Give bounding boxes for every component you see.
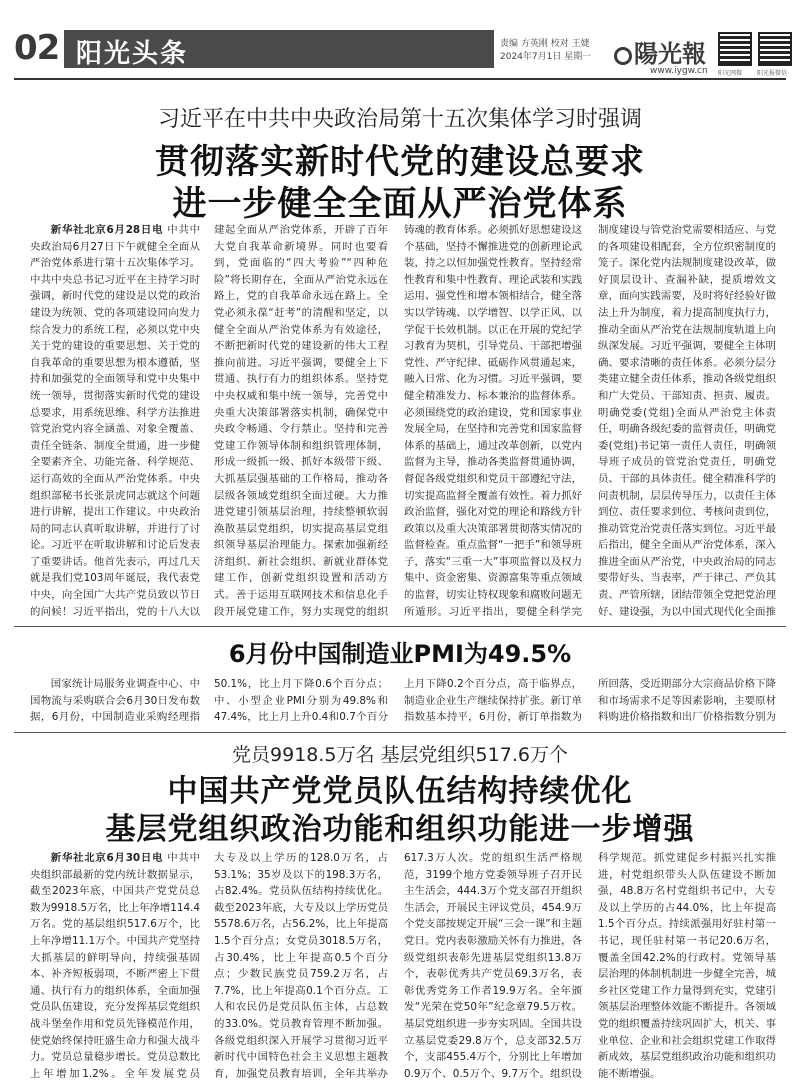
article1-column-3 — [404, 222, 582, 620]
article3-kicker: 党员9918.5万名 基层党组织517.6万个 — [232, 744, 568, 766]
article2-text-4: 所回落，受近期部分大宗商品价格下降和市场需求不足等因素影响，主要原材料购进价格指数和出厂价格指数分别为 — [598, 678, 776, 724]
article2-column-2 — [214, 676, 388, 726]
masthead — [0, 0, 800, 82]
article2-text-3: 上月下降0.2个百分点，高于临界点，制造业企业生产继续保持扩张。新订单指数基本持平，6月份，新订单指数为 — [404, 678, 582, 724]
article1-column-2 — [214, 222, 388, 620]
article1-headline-line1: 贯彻落实新时代党的建设总要求 — [155, 142, 645, 182]
article2-text-2: 50.1%，比上月下降0.6个百分点；中、小型企业PMI分别为49.8%和47.4%，比上月上升0.4和0.7个百分 — [214, 678, 388, 724]
editor-credits: 责编 方英刚 校对 王婕 — [500, 39, 590, 49]
issue-date: 2024年7月1日 星期一 — [500, 52, 592, 62]
article3-headline-line2: 基层党组织政治功能和组织功能进一步增强 — [105, 812, 695, 847]
section-title: 阳光头条 — [76, 39, 189, 69]
article3-headline-line1: 中国共产党党员队伍结构持续优化 — [167, 774, 633, 809]
article3-text-1: 中共中央组织部最新的党内统计数据显示，截至2023年底，中国共产党党员总数为9918.5万名，比上年净增114.4万名。党的基层组织517.6万个，比上年净增11.1万个。中国共产党坚持大抓基层的鲜明导向，持续强基固本、补齐短板弱项，不断严密上下贯通、执行有力的组织体系，全面加强党员队伍建设，充分发挥基层党组织战斗堡垒作用和党员先锋模范作用，使党始终保持旺盛生命力和强大战斗力。党员总量稳步增长。党员总数比上年增加1.2%。全年发展党员 — [30, 852, 200, 1080]
section-divider — [14, 732, 786, 733]
article3-column-2 — [214, 850, 388, 1082]
masthead-rule — [14, 78, 786, 80]
section-divider — [14, 626, 786, 627]
article1-text-1: 中共中央政治局6月27日下午就健全全面从严治党体系进行第十五次集体学习。中共中央总书记习近平在主持学习时强调，新时代党的建设是以党的政治建设为统领、党的各项建设同向发力综合发力的系统工程，必须以党中央关于党的建设的重要思想、关于党的自我革命的重要思想为根本遵循，坚持和加强党的全面领导和党中央集中统一领导，贯彻落实新时代党的建设总要求，用系统思维、科学方法推进管党治党内容全涵盖、对象全覆盖、责任全链条、制度全贯通，进一步健全要素齐全、功能完备、科学规范、运行高效的全面从严治党体系。中央组织部秘书长张景虎同志就这个问题进行讲解，提出工作建议。中央政治局的同志认真听取讲解，并进行了讨论。习近平在听取讲解和讨论后发表了重要讲话。他首先表示，再过几天就是我们党103周年诞辰，我代表党中央，向全国广大共产党员致以节日的问候！习近平指出，党的十八大以 — [30, 224, 200, 618]
article1-text-3: 铸魂的教育体系。必须抓好思想建设这个基础，坚持不懈推进党的创新理论武装，持之以恒加强党性教育。坚持经常性教育和集中性教育、理论武装和实践运用、强党性和增本领相结合，健全落实以学铸魂、以学增智、以学正风、以学促干长效机制。以正在开展的党纪学习教育为契机，引导党员、干部把增强党性、严守纪律、砥砺作风贯通起来，融入日常、化为习惯。习近平强调，要健全精准发力、标本兼治的监督体系。必须围绕党的政治建设，党和国家事业发展全局，在坚持和完善党和国家监督体系的基础上，通过改革创新，以党内监督为主导，推动各类监督贯通协调，督促各级党组织和党员干部遵纪守法，切实提高监督全覆盖有效性。着力抓好政治监督，强化对党的理论和路线方针政策以及重大决策部署贯彻落实情况的监督检查。重点监督“一把手”和领导班子，落实“三重一大”事项监督以及权力集中、资金密集、资源富集等重点领域的监督，切实让特权现象和腐败问题无所遁形。习近平指出，要健全科学完 — [404, 224, 582, 618]
website-url[interactable]: www.iygw.cn — [650, 66, 708, 76]
article2-headline: 6月份中国制造业PMI为49.5% — [228, 640, 572, 668]
credits — [500, 38, 591, 64]
qr-label: 阳光网微 — [718, 70, 743, 77]
article2-column-3 — [404, 676, 582, 726]
article1-dateline: 新华社北京6月28日电 — [50, 224, 164, 236]
article2-column-4 — [598, 676, 776, 726]
article3-text-3: 617.3万人次。党的组织生活严格规范，3199个地方党委领导班子召开民主生活会，444.3万个党支部召开组织生活会，开展民主评议党员，454.9万个党支部按规定开展“三会一课”和主题党日。党内表彰激励关怀有力推进，各级党组织表彰先进基层党组织13.8万个，表彰优秀共产党员69.3万名，表彰优秀党务工作者19.9万名。全年颁发“光荣在党50年”纪念章79.5万枚。基层党组织进一步夯实巩固。全国共设立基层党委29.8万个，总支部32.5万个，支部455.4万个，分别比上年增加0.9万个、0.5万个、9.7万个。组织设 — [404, 852, 582, 1080]
article1-text-4: 制度建设与管党治党需要相适应、与党的各项建设相配套，全方位织密制度的笼子。深化党内法规制度建设改革，做好顶层设计、查漏补缺，提质增效文章，面向实践需要，及时将好经验好做法上升为制度，着力提高制度执行力，推动全面从严治党在法规制度轨道上向纵深发展。习近平强调，要健全主体明确、要求清晰的责任体系。必须分层分类建立健全责任体系，推动各级党组织和广大党员、干部知责、担责、履责。明确党委(党组)全面从严治党主体责任，明确各级纪委的监督责任，明确党委(党组)书记第一责任人责任，明确领导班子成员的管党治党责任，明确党员、干部的具体责任。健全精准科学的问责机制，层层传导压力，以责任主体到位、责任要求到位、考核问责到位，推动管党治党责任落实到位。习近平最后指出，健全全面从严治党体系，深入推进全面从严治党，中央政治局的同志要带好头、当表率，严于律己、严负其责、严管所辖，团结带领全党把党治理好、建设强，为以中国式现代化全面推 — [598, 224, 776, 618]
article3-column-1 — [30, 850, 200, 1082]
qr-code-icon — [758, 32, 792, 66]
article3-text-4: 科学规范。抓党建促乡村振兴扎实推进，村党组织带头人队伍建设不断加强，48.8万名村党组织书记中，大专及以上学历的占44.0%，比上年提高1.5个百分点。持续派强用好驻村第一书记，现任驻村第一书记20.6万名，覆盖全国42.2%的行政村。党领导基层治理的体制机制进一步健全完善，城乡社区党建工作力量得到充实，党建引领基层治理整体效能不断提升。各领域党的组织覆盖持续巩固扩大，机关、事业单位、企业和社会组织党建工作取得新成效，基层党组织政治功能和组织功能不断增强。 — [598, 852, 776, 1080]
article1-kicker: 习近平在中共中央政治局第十五次集体学习时强调 — [157, 107, 642, 132]
article3-text-2: 大专及以上学历的128.0万名，占53.1%；35岁及以下的198.3万名，占82.4%。党员队伍结构持续优化。截至2023年底，大专及以上学历党员5578.6万名，占56.2%，比上年提高1.5个百分点；女党员3018.5万名，占30.4%，比上年提高0.5个百分点；少数民族党员759.2万名，占7.7%，比上年提高0.1个百分点。工人和农民仍是党员队伍主体，占总数的33.0%。党员教育管理不断加强。各级党组织深入开展学习贯彻习近平新时代中国特色社会主义思想主题教育，加强党员教育培训，全年共举办 — [214, 852, 388, 1080]
qr-label: 阳光报微信 — [757, 70, 788, 77]
article2-column-1 — [30, 676, 200, 726]
logo-icon — [614, 47, 632, 65]
article3-dateline: 新华社北京6月30日电 — [50, 852, 164, 864]
article2-text-1: 国家统计局服务业调查中心、中国物流与采购联合会6月30日发布数据，6月份，中国制造业采购经理指 — [30, 678, 200, 724]
article3-column-3 — [404, 850, 582, 1082]
article3-column-4 — [598, 850, 776, 1082]
newspaper-logo — [614, 34, 706, 69]
article1-headline-line2: 进一步健全全面从严治党体系 — [172, 184, 628, 224]
qr-code-icon — [718, 32, 752, 66]
article1-column-4 — [598, 222, 776, 620]
article1-column-1 — [30, 222, 200, 620]
logo-text: 陽光報 — [634, 39, 706, 68]
article1-text-2: 建起全面从严治党体系，开辟了百年大党自我革命新境界。同时也要看到，党面临的“四大考验”“四种危险”将长期存在，全面从严治党永远在路上，党的自我革命永远在路上。全党必须永葆“赶考”的清醒和坚定，以健全全面从严治党体系为有效途径，不断把新时代党的建设新的伟大工程推向前进。习近平强调，要健全上下贯通、执行有力的组织体系。坚持党中央权威和集中统一领导，完善党中央重大决策部署落实机制，确保党中央政令畅通、令行禁止。坚持和完善党建工作领导体制和组织管理体制，形成一级抓一级、抓好本级带下级、大抓基层强基础的工作格局，推动各层级各领域党组织全面过硬。大力推进党建引领基层治理，持续整顿软弱涣散基层党组织，切实提高基层党组织领导基层治理能力。探索加强新经济组织、新社会组织、新就业群体党建工作，创新党组织设置和活动方式。善于运用互联网技术和信息化手段开展党建工作，努力实现党的组织 — [214, 224, 388, 618]
page-number: 02 — [14, 28, 60, 68]
